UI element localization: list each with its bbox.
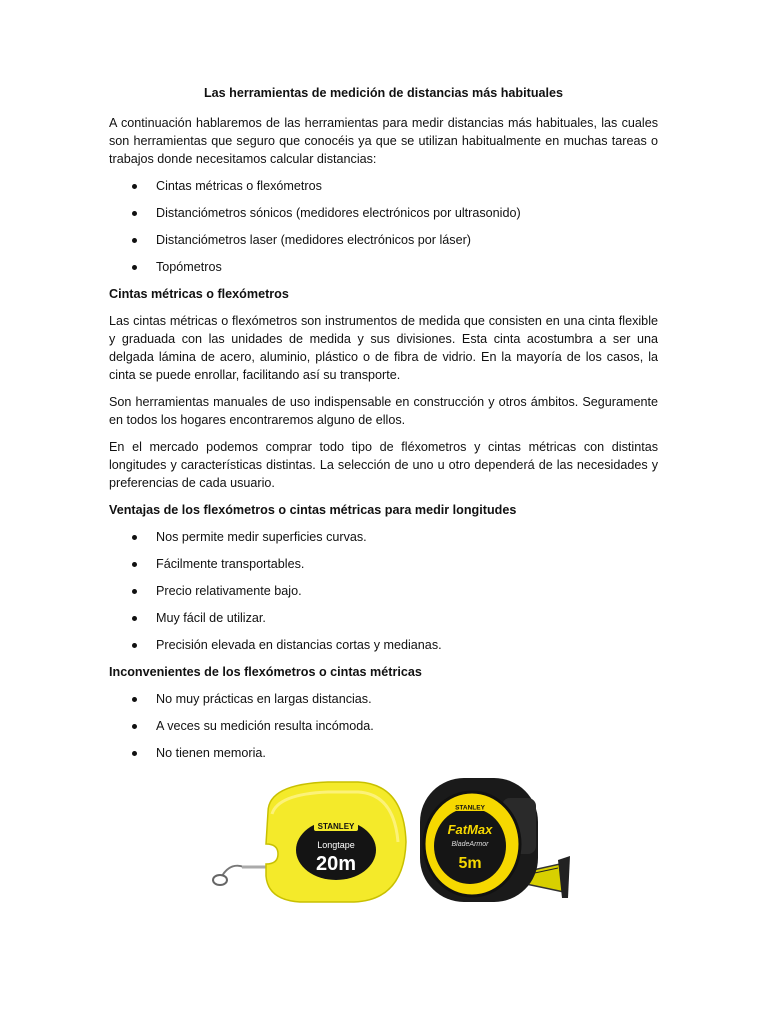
list-item: Precio relativamente bajo. (109, 582, 658, 600)
fatmax-measure (420, 778, 570, 902)
list-item: Distanciómetros sónicos (medidores electrónicos por ultrasonido) (109, 204, 658, 222)
section-heading-inconvenientes: Inconvenientes de los flexómetros o cintas métricas (109, 665, 422, 679)
longtape-length: 20m (315, 853, 357, 875)
tools-list (109, 177, 658, 276)
list-item: Fácilmente transportables. (109, 555, 658, 573)
body-paragraph: Son herramientas manuales de uso indispensable en construcción y otros ámbitos. Seguramente en todos los hogares encontraremos alguno de ellos. (109, 395, 658, 427)
list-item: Precisión elevada en distancias cortas y medianas. (109, 636, 658, 654)
body-paragraph: Las cintas métricas o flexómetros son instrumentos de medida que consisten en una cinta flexible y graduada con las unidades de medida y sus divisiones. Esta cinta acostumbra a ser una delgada lámina de acero, aluminio, plástico o de fibra de vidrio. En la mayoría de los casos, la cinta se puede enrollar, facilitando así su transporte. (109, 314, 658, 382)
fatmax-length: 5m (458, 855, 482, 872)
list-item: A veces su medición resulta incómoda. (109, 717, 658, 735)
intro-paragraph: A continuación hablaremos de las herramientas para medir distancias más habituales, las cuales son herramientas que seguro que conocéis ya que se utilizan habitualmente en muchas tareas o trabajos donde necesitamos calcular distancias: (109, 116, 658, 166)
longtape-measure (213, 782, 406, 902)
longtape-model: Longtape (317, 840, 355, 850)
list-item: Nos permite medir superficies curvas. (109, 528, 658, 546)
list-item: Cintas métricas o flexómetros (109, 177, 658, 195)
list-item: Muy fácil de utilizar. (109, 609, 658, 627)
list-item: No muy prácticas en largas distancias. (109, 690, 658, 708)
fatmax-model: FatMax (447, 822, 493, 837)
section-heading-cintas: Cintas métricas o flexómetros (109, 287, 289, 301)
document-title: Las herramientas de medición de distancias más habituales (203, 86, 564, 100)
fatmax-sub: BladeArmor (451, 841, 489, 848)
list-item: No tienen memoria. (109, 744, 658, 762)
list-item: Distanciómetros laser (medidores electrónicos por láser) (109, 231, 658, 249)
document-body (109, 84, 658, 771)
body-paragraph: En el mercado podemos comprar todo tipo de fléxometros y cintas métricas con distintas longitudes y características distintas. La selección de uno u otro dependerá de las necesidades y preferencias de cada usuario. (109, 440, 658, 490)
longtape-brand: STANLEY (317, 822, 355, 831)
drawbacks-list (109, 690, 658, 762)
tape-measures-photo (208, 772, 578, 912)
list-item: Topómetros (109, 258, 658, 276)
section-heading-ventajas: Ventajas de los flexómetros o cintas métricas para medir longitudes (109, 503, 517, 517)
fatmax-brand: STANLEY (455, 804, 485, 812)
advantages-list (109, 528, 658, 654)
